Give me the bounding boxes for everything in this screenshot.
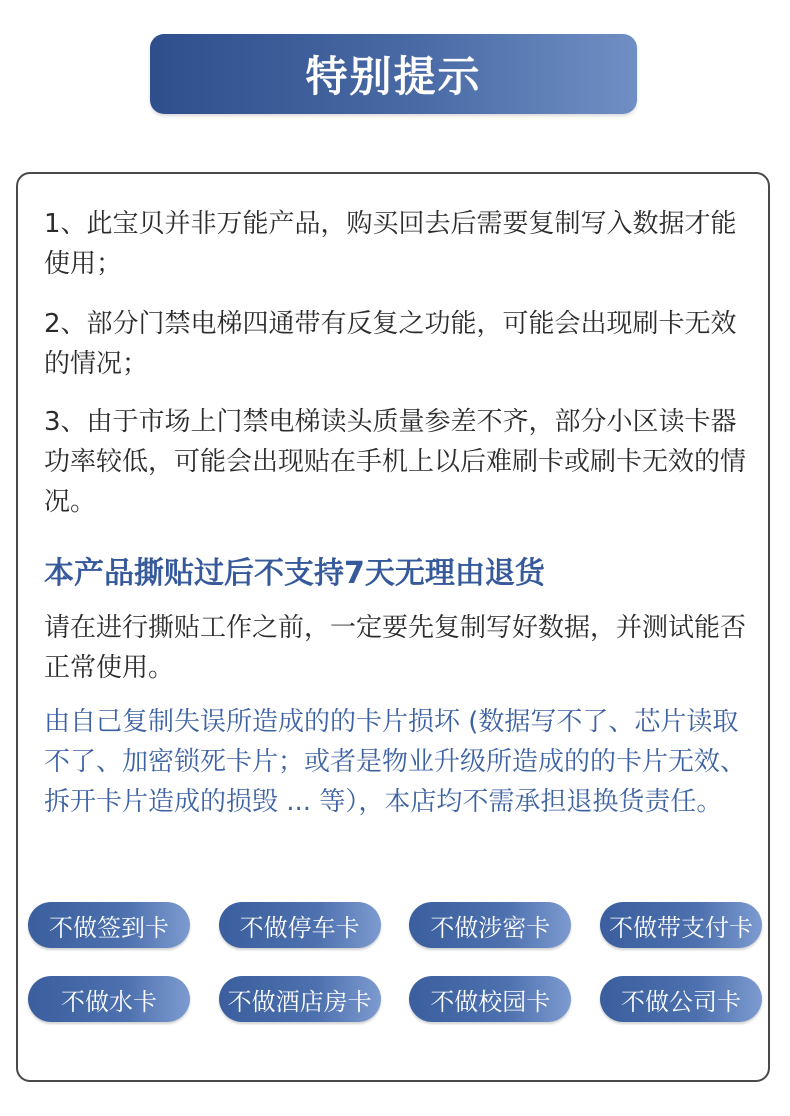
tag-no-signin-card: 不做签到卡 bbox=[28, 902, 190, 948]
tag-no-parking-card: 不做停车卡 bbox=[219, 902, 381, 948]
no-return-warning: 本产品撕贴过后不支持7天无理由退货 bbox=[44, 556, 545, 591]
title-banner bbox=[150, 34, 637, 114]
tag-no-hotel-card: 不做酒店房卡 bbox=[219, 976, 381, 1022]
notice-card bbox=[16, 172, 770, 1082]
tag-no-water-card: 不做水卡 bbox=[28, 976, 190, 1022]
disclaimer-text: 由自己复制失误所造成的的卡片损坏 (数据写不了、芯片读取不了、加密锁死卡片；或者是物业升级所造成的的卡片无效、拆开卡片造成的损毁 ... 等），本店均不需承担退换货责任。 bbox=[44, 707, 747, 817]
banner-title: 特别提示 bbox=[305, 52, 482, 101]
tag-no-classified-card: 不做涉密卡 bbox=[409, 902, 571, 948]
exclusion-tags-row-1 bbox=[28, 902, 762, 948]
notice-item-2: 2、部分门禁电梯四通带有反复之功能，可能会出现刷卡无效的情况； bbox=[44, 309, 737, 379]
tag-no-payment-card: 不做带支付卡 bbox=[600, 902, 762, 948]
tag-no-company-card: 不做公司卡 bbox=[600, 976, 762, 1022]
notice-item-1: 1、此宝贝并非万能产品，购买回去后需要复制写入数据才能使用； bbox=[44, 209, 737, 279]
notice-item-3: 3、由于市场上门禁电梯读头质量参差不齐，部分小区读卡器功率较低，可能会出现贴在手机上以后难刷卡或刷卡无效的情况。 bbox=[44, 407, 747, 517]
copy-instruction: 请在进行撕贴工作之前，一定要先复制写好数据，并测试能否正常使用。 bbox=[44, 613, 747, 683]
tag-no-campus-card: 不做校园卡 bbox=[409, 976, 571, 1022]
exclusion-tags-row-2 bbox=[28, 976, 762, 1022]
